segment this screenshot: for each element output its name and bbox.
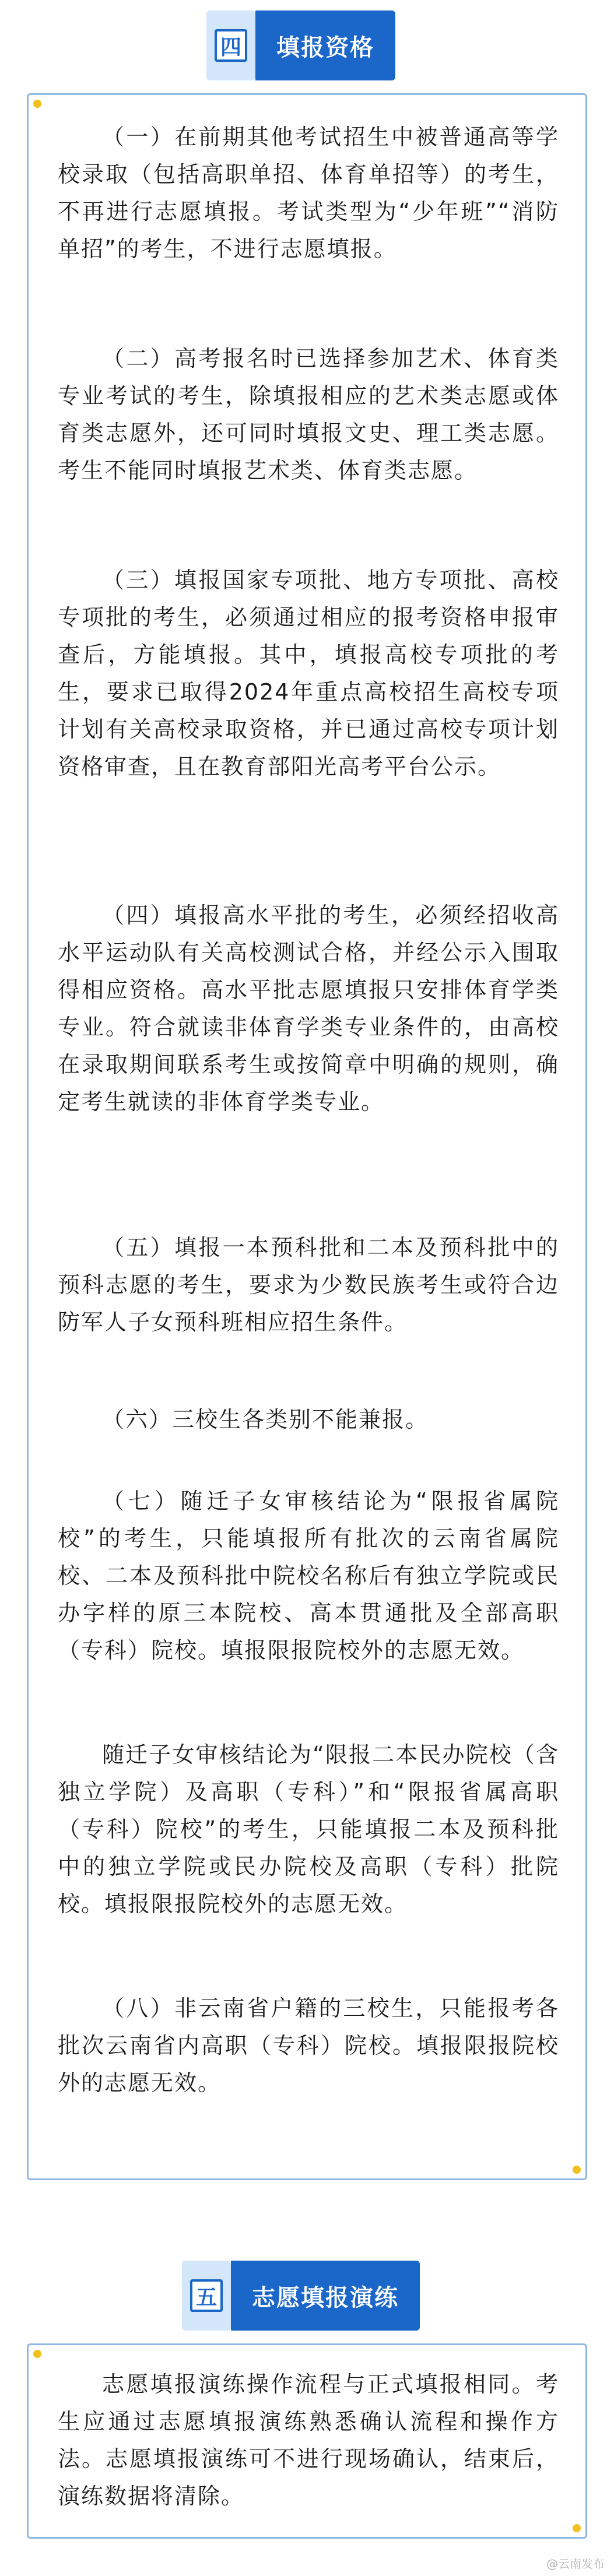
section-4-number: 四 [215, 29, 247, 62]
corner-dot-icon [573, 2166, 581, 2174]
paragraph-1: 志愿填报演练操作流程与正式填报相同。考生应通过志愿填报演练熟悉确认流程和操作方法。志愿填报演练可不进行现场确认，结束后，演练数据将清除。 [58, 2371, 559, 2509]
section-5-number: 五 [190, 2279, 223, 2312]
paragraph-7: （七）随迁子女审核结论为“限报省属院校”的考生，只能填报所有批次的云南省属院校、二本及预科批中院校名称后有独立学院或民办字样的原三本院校、高本贯通批及全部高职（专科）院校。填报限报院校外的志愿无效。 [58, 1488, 559, 1663]
corner-dot-icon [33, 100, 41, 108]
corner-dot-icon [33, 2350, 41, 2358]
paragraph-1: （一）在前期其他考试招生中被普通高等学校录取（包括高职单招、体育单招等）的考生，不再进行志愿填报。考试类型为“少年班”“消防单招”的考生，不进行志愿填报。 [58, 124, 559, 262]
paragraph-2: （二）高考报名时已选择参加艺术、体育类专业考试的考生，除填报相应的艺术类志愿或体育类志愿外，还可同时填报文史、理工类志愿。考生不能同时填报艺术类、体育类志愿。 [58, 346, 559, 483]
section-4-header [0, 10, 614, 80]
section-5-header [0, 2261, 614, 2331]
section-4-card [27, 93, 587, 2180]
section-4-title: 填报资格 [255, 10, 395, 80]
watermark: @云南发布 [546, 2557, 605, 2571]
section-5-title: 志愿填报演练 [231, 2261, 420, 2331]
paragraph-4: （四）填报高水平批的考生，必须经招收高水平运动队有关高校测试合格，并经公示入围取得相应资格。高水平批志愿填报只安排体育学类专业。符合就读非体育学类专业条件的，由高校在录取期间联系考生或按简章中明确的规则，确定考生就读的非体育学类专业。 [58, 902, 559, 1115]
corner-dot-icon [573, 2524, 581, 2532]
section-4-number-badge [206, 10, 255, 80]
paragraph-9: （八）非云南省户籍的三校生，只能报考各批次云南省内高职（专科）院校。填报限报院校外的志愿无效。 [58, 1995, 559, 2096]
paragraph-8: 随迁子女审核结论为“限报二本民办院校（含独立学院）及高职（专科）”和“限报省属高职（专科）院校”的考生，只能填报二本及预科批中的独立学院或民办院校及高职（专科）批院校。填报限报院校外的志愿无效。 [58, 1742, 559, 1917]
section-5-number-badge [182, 2261, 231, 2331]
section-5-card [27, 2343, 587, 2539]
paragraph-3: （三）填报国家专项批、地方专项批、高校专项批的考生，必须通过相应的报考资格申报审查后，方能填报。其中，填报高校专项批的考生，要求已取得2024年重点高校招生高校专项计划有关高校录取资格，并已通过高校专项计划资格审查，且在教育部阳光高考平台公示。 [58, 567, 559, 779]
paragraph-5: （五）填报一本预科批和二本及预科批中的预科志愿的考生，要求为少数民族考生或符合边防军人子女预科班相应招生条件。 [58, 1235, 559, 1335]
paragraph-6: （六）三校生各类别不能兼报。 [102, 1407, 429, 1432]
